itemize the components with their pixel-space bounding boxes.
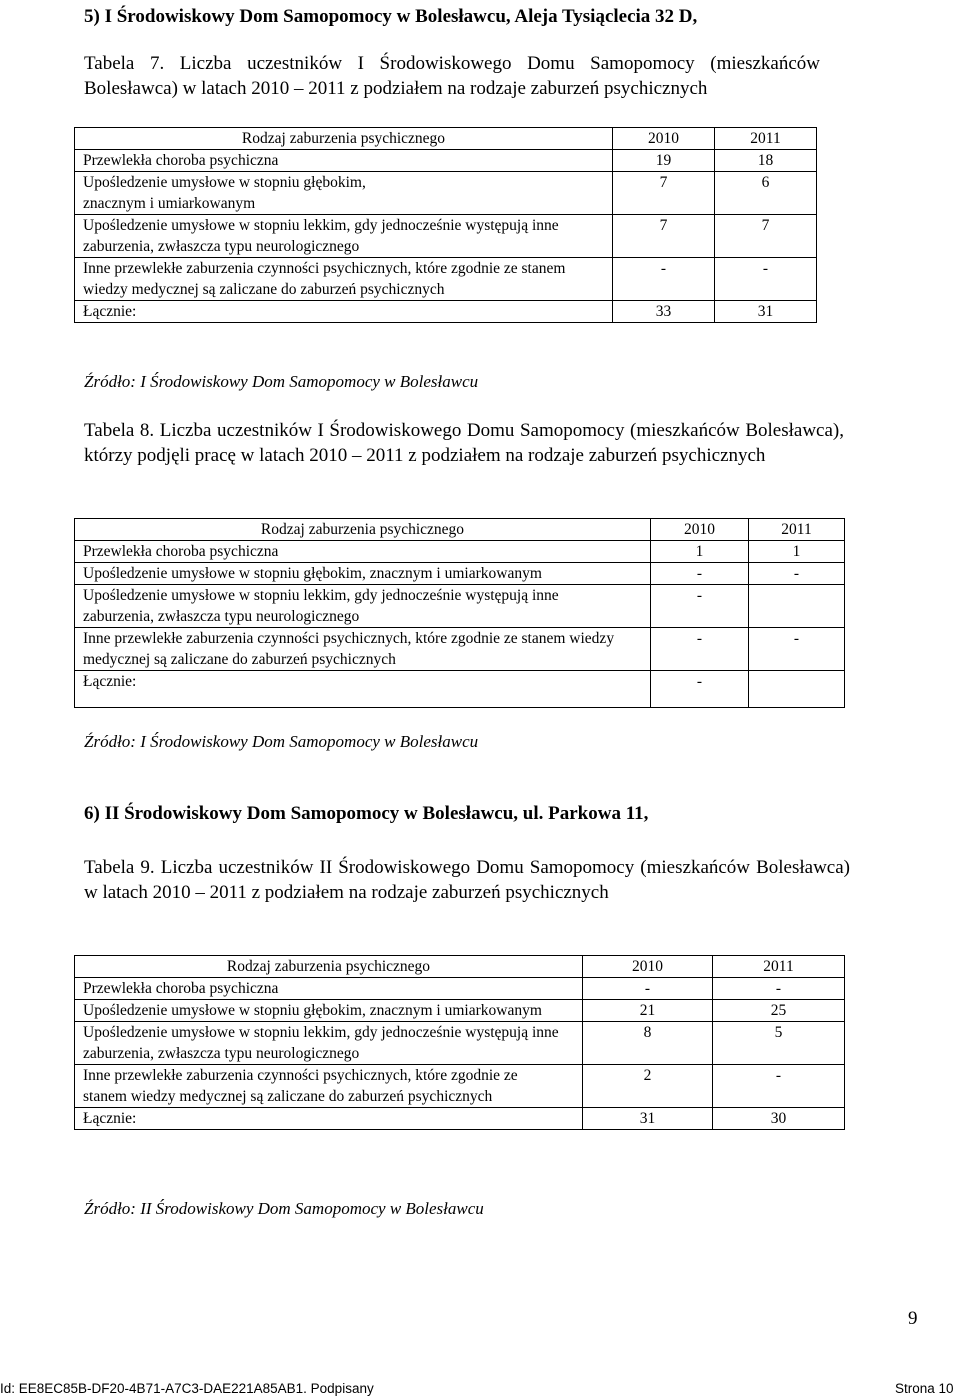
table-row — [75, 541, 845, 563]
table-cell: 6 — [715, 172, 817, 215]
table-caption: Tabela 9. Liczba uczestników II Środowiskowego Domu Samopomocy (mieszkańców Bolesławca) w latach 2010 – 2011 z podziałem na rodzaje zaburzeń psychicznych — [84, 857, 850, 903]
table-row — [75, 563, 845, 585]
table-cell: Łącznie: — [75, 1108, 583, 1130]
table-header-row — [75, 519, 845, 541]
table-cell — [749, 585, 845, 628]
table-row — [75, 150, 817, 172]
table-cell: - — [715, 258, 817, 301]
table-cell: 1 — [749, 541, 845, 563]
table-cell: 7 — [613, 172, 715, 215]
table-cell: - — [613, 258, 715, 301]
column-header: 2011 — [749, 519, 845, 541]
data-table — [74, 518, 845, 708]
table-cell — [749, 671, 845, 708]
table-cell: Upośledzenie umysłowe w stopniu głębokim, znacznym i umiarkowanym — [75, 1000, 583, 1022]
table-row — [75, 1022, 845, 1065]
table-source: Źródło: I Środowiskowy Dom Samopomocy w Bolesławcu — [84, 372, 479, 391]
column-header: 2011 — [713, 956, 845, 978]
table-cell: Przewlekła choroba psychiczna — [75, 541, 651, 563]
column-header: 2010 — [651, 519, 749, 541]
table-cell: - — [749, 628, 845, 671]
table-cell: Upośledzenie umysłowe w stopniu lekkim, gdy jednocześnie występują inne zaburzenia, zwłaszcza typu neurologicznego — [75, 1022, 583, 1065]
table-total-row — [75, 671, 845, 708]
column-header: 2010 — [613, 128, 715, 150]
table-cell: 8 — [583, 1022, 713, 1065]
section-heading: 6) II Środowiskowy Dom Samopomocy w Bolesławcu, ul. Parkowa 11, — [84, 803, 649, 824]
table-caption: Tabela 7. Liczba uczestników I Środowiskowego Domu Samopomocy (mieszkańców Bolesławca) w latach 2010 – 2011 z podziałem na rodzaje zaburzeń psychicznych — [84, 53, 820, 99]
table-row — [75, 172, 817, 215]
data-table — [74, 127, 817, 323]
table-cell: 7 — [715, 215, 817, 258]
table-cell: Inne przewlekłe zaburzenia czynności psychicznych, które zgodnie ze stanem wiedzy medycznej są zaliczane do zaburzeń psychicznych — [75, 1065, 583, 1108]
table-cell: Upośledzenie umysłowe w stopniu lekkim, gdy jednocześnie występują inne zaburzenia, zwłaszcza typu neurologicznego — [75, 215, 613, 258]
table-caption: Tabela 8. Liczba uczestników I Środowiskowego Domu Samopomocy (mieszkańców Bolesławca), którzy podjęli pracę w latach 2010 – 2011 z podziałem na rodzaje zaburzeń psychicznych — [84, 420, 844, 466]
table-cell: 7 — [613, 215, 715, 258]
table-header-row — [75, 956, 845, 978]
table-cell: Inne przewlekłe zaburzenia czynności psychicznych, które zgodnie ze stanem wiedzy medycznej są zaliczane do zaburzeń psychicznych — [75, 628, 651, 671]
footer-page-label: Strona 10 — [895, 1381, 954, 1396]
table-row — [75, 628, 845, 671]
table-cell: Upośledzenie umysłowe w stopniu głębokim, znacznym i umiarkowanym — [75, 563, 651, 585]
table-total-row — [75, 1108, 845, 1130]
table-cell: 5 — [713, 1022, 845, 1065]
table-cell: - — [713, 978, 845, 1000]
table-cell: 21 — [583, 1000, 713, 1022]
page-number: 9 — [908, 1308, 918, 1329]
table-cell: 19 — [613, 150, 715, 172]
table-cell: Łącznie: — [75, 671, 651, 708]
table-cell: Łącznie: — [75, 301, 613, 323]
table-cell: 1 — [651, 541, 749, 563]
data-table — [74, 955, 845, 1130]
footer-id: Id: EE8EC85B-DF20-4B71-A7C3-DAE221A85AB1. Podpisany — [0, 1381, 374, 1396]
table-cell: Upośledzenie umysłowe w stopniu lekkim, gdy jednocześnie występują inne zaburzenia, zwłaszcza typu neurologicznego — [75, 585, 651, 628]
table-row — [75, 215, 817, 258]
table-cell: 31 — [715, 301, 817, 323]
table-cell: Upośledzenie umysłowe w stopniu głębokim, znacznym i umiarkowanym — [75, 172, 613, 215]
table-cell: - — [651, 671, 749, 708]
table-source: Źródło: I Środowiskowy Dom Samopomocy w Bolesławcu — [84, 732, 479, 751]
table-cell: 33 — [613, 301, 715, 323]
table-cell: Przewlekła choroba psychiczna — [75, 978, 583, 1000]
table-source: Źródło: II Środowiskowy Dom Samopomocy w Bolesławcu — [84, 1199, 484, 1218]
table-cell: - — [651, 585, 749, 628]
table-cell: - — [651, 563, 749, 585]
table-cell: Przewlekła choroba psychiczna — [75, 150, 613, 172]
table-cell: Inne przewlekłe zaburzenia czynności psychicznych, które zgodnie ze stanem wiedzy medycznej są zaliczane do zaburzeń psychicznych — [75, 258, 613, 301]
table-row — [75, 585, 845, 628]
table-cell: - — [749, 563, 845, 585]
table-cell: 2 — [583, 1065, 713, 1108]
column-header: Rodzaj zaburzenia psychicznego — [75, 956, 583, 978]
table-row — [75, 978, 845, 1000]
column-header: Rodzaj zaburzenia psychicznego — [75, 519, 651, 541]
section-heading: 5) I Środowiskowy Dom Samopomocy w Bolesławcu, Aleja Tysiąclecia 32 D, — [84, 6, 698, 27]
column-header: 2011 — [715, 128, 817, 150]
column-header: 2010 — [583, 956, 713, 978]
column-header: Rodzaj zaburzenia psychicznego — [75, 128, 613, 150]
table-cell: 18 — [715, 150, 817, 172]
table-row — [75, 1065, 845, 1108]
table-cell: - — [583, 978, 713, 1000]
table-row — [75, 1000, 845, 1022]
table-cell: 30 — [713, 1108, 845, 1130]
table-cell: - — [651, 628, 749, 671]
table-total-row — [75, 301, 817, 323]
table-row — [75, 258, 817, 301]
table-header-row — [75, 128, 817, 150]
table-cell: 25 — [713, 1000, 845, 1022]
table-cell: - — [713, 1065, 845, 1108]
table-cell: 31 — [583, 1108, 713, 1130]
